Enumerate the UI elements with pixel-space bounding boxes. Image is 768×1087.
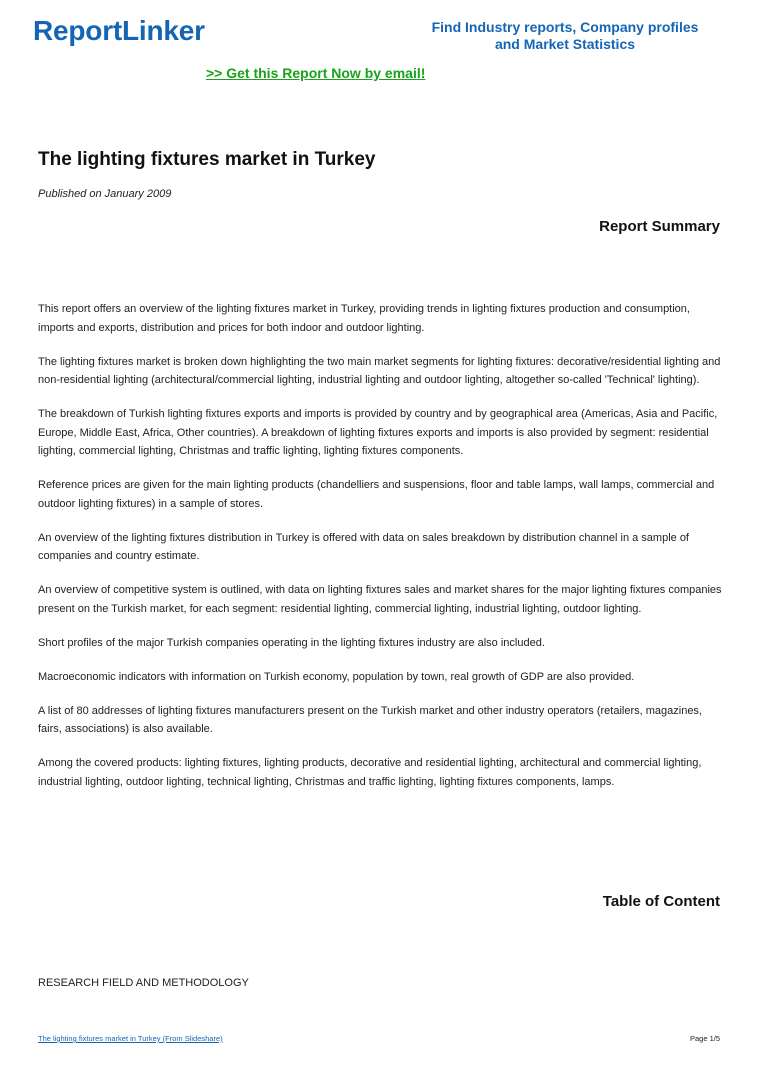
summary-paragraph: A list of 80 addresses of lighting fixtures manufacturers present on the Turkish market and other industry operators (retailers, magazines, fairs, associations) is also available. [38,704,702,735]
summary-paragraph: The breakdown of Turkish lighting fixtures exports and imports is provided by country and by geographical area (Americas, Asia and Pacific, Europe, Middle East, Africa, Other countries). A breakdown of lighting fixtures exports and imports is also provided by segment: residential lighting, commercial lighting, Christmas and traffic lighting, lighting fixtures components. [38,408,718,457]
published-date: Published on January 2009 [38,188,172,200]
header-tagline [400,19,730,53]
summary-paragraph: Macroeconomic indicators with information on Turkish economy, population by town, real growth of GDP are also provided. [38,670,635,683]
summary-paragraph: Among the covered products: lighting fixtures, lighting products, decorative and residential lighting, architectural and commercial lighting, industrial lighting, outdoor lighting, technical lighting, Christmas and traffic lighting, lighting fixtures components, lamps. [38,757,702,788]
page-number: Page 1/5 [689,1034,720,1043]
summary-paragraph: An overview of competitive system is outlined, with data on lighting fixtures sales and market shares for the major lighting fixtures companies present on the Turkish market, for each segment: residential lighting, commercial lighting, industrial lighting, outdoor lighting. [38,584,722,615]
reportlinker-logo[interactable]: ReportLinker [33,15,205,46]
report-summary-body [38,300,728,807]
tagline-line-1: Find Industry reports, Company profiles [431,19,699,35]
toc-item: RESEARCH FIELD AND METHODOLOGY [38,977,249,989]
get-report-link[interactable]: >> Get this Report Now by email! [206,65,426,81]
report-summary-heading: Report Summary [599,218,720,235]
summary-paragraph: An overview of the lighting fixtures distribution in Turkey is offered with data on sales breakdown by distribution channel in a sample of companies and country estimate. [38,531,689,562]
footer-source-link[interactable]: The lighting fixtures market in Turkey (From Slideshare) [38,1034,223,1043]
table-of-content-heading: Table of Content [602,893,720,910]
summary-paragraph: Short profiles of the major Turkish companies operating in the lighting fixtures industry are also included. [38,636,545,649]
summary-paragraph: Reference prices are given for the main lighting products (chandelliers and suspensions, floor and table lamps, wall lamps, commercial and outdoor lighting fixtures) in a sample of stores. [38,479,715,510]
report-title: The lighting fixtures market in Turkey [38,149,376,170]
summary-paragraph: The lighting fixtures market is broken down highlighting the two main market segments for lighting fixtures: decorative/residential lighting and non-residential lighting (architectural/commercial lighting, industrial lighting and outdoor lighting, altogether so-called 'Technical' lighting). [38,355,721,386]
summary-paragraph: This report offers an overview of the lighting fixtures market in Turkey, providing trends in lighting fixtures production and consumption, imports and exports, distribution and prices for both indoor and outdoor lighting. [38,303,690,334]
tagline-line-2: and Market Statistics [494,36,636,52]
